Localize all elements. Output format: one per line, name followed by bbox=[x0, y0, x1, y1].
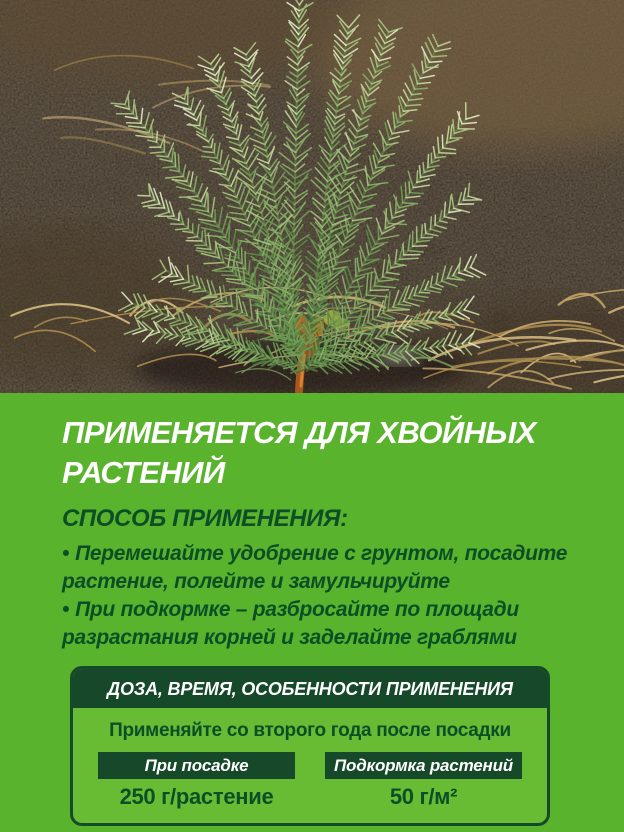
bullet-icon: • bbox=[62, 542, 70, 566]
dose-column-planting bbox=[83, 752, 310, 809]
dose-box-header: ДОЗА, ВРЕМЯ, ОСОБЕННОСТИ ПРИМЕНЕНИЯ bbox=[73, 669, 547, 708]
dose-column-label: При посадке bbox=[98, 752, 295, 779]
dose-column-label: Подкормка растений bbox=[325, 752, 522, 779]
info-panel bbox=[0, 393, 624, 832]
dose-note: Применяйте со второго года после посадки bbox=[109, 719, 511, 741]
bullet-icon: • bbox=[62, 597, 70, 621]
dose-column-value: 250 г/растение bbox=[119, 783, 274, 809]
dose-box-body bbox=[73, 708, 547, 823]
usage-bullet bbox=[62, 596, 580, 652]
usage-title: СПОСОБ ПРИМЕНЕНИЯ: bbox=[62, 505, 348, 533]
usage-bullets bbox=[62, 540, 580, 652]
seedling-photo bbox=[0, 0, 624, 393]
dose-box bbox=[70, 666, 550, 826]
dose-column-feeding bbox=[310, 752, 537, 809]
usage-bullet-text: При подкормке – разбросайте по площади разрастания корней и заделайте граблями bbox=[62, 597, 519, 649]
headline: ПРИМЕНЯЕТСЯ ДЛЯ ХВОЙНЫХ РАСТЕНИЙ bbox=[62, 415, 536, 490]
dose-columns bbox=[83, 752, 537, 809]
dose-column-value: 50 г/м² bbox=[389, 783, 458, 809]
usage-bullet bbox=[62, 540, 580, 596]
usage-bullet-text: Перемешайте удобрение с грунтом, посадите растение, полейте и замульчируйте bbox=[62, 542, 568, 594]
